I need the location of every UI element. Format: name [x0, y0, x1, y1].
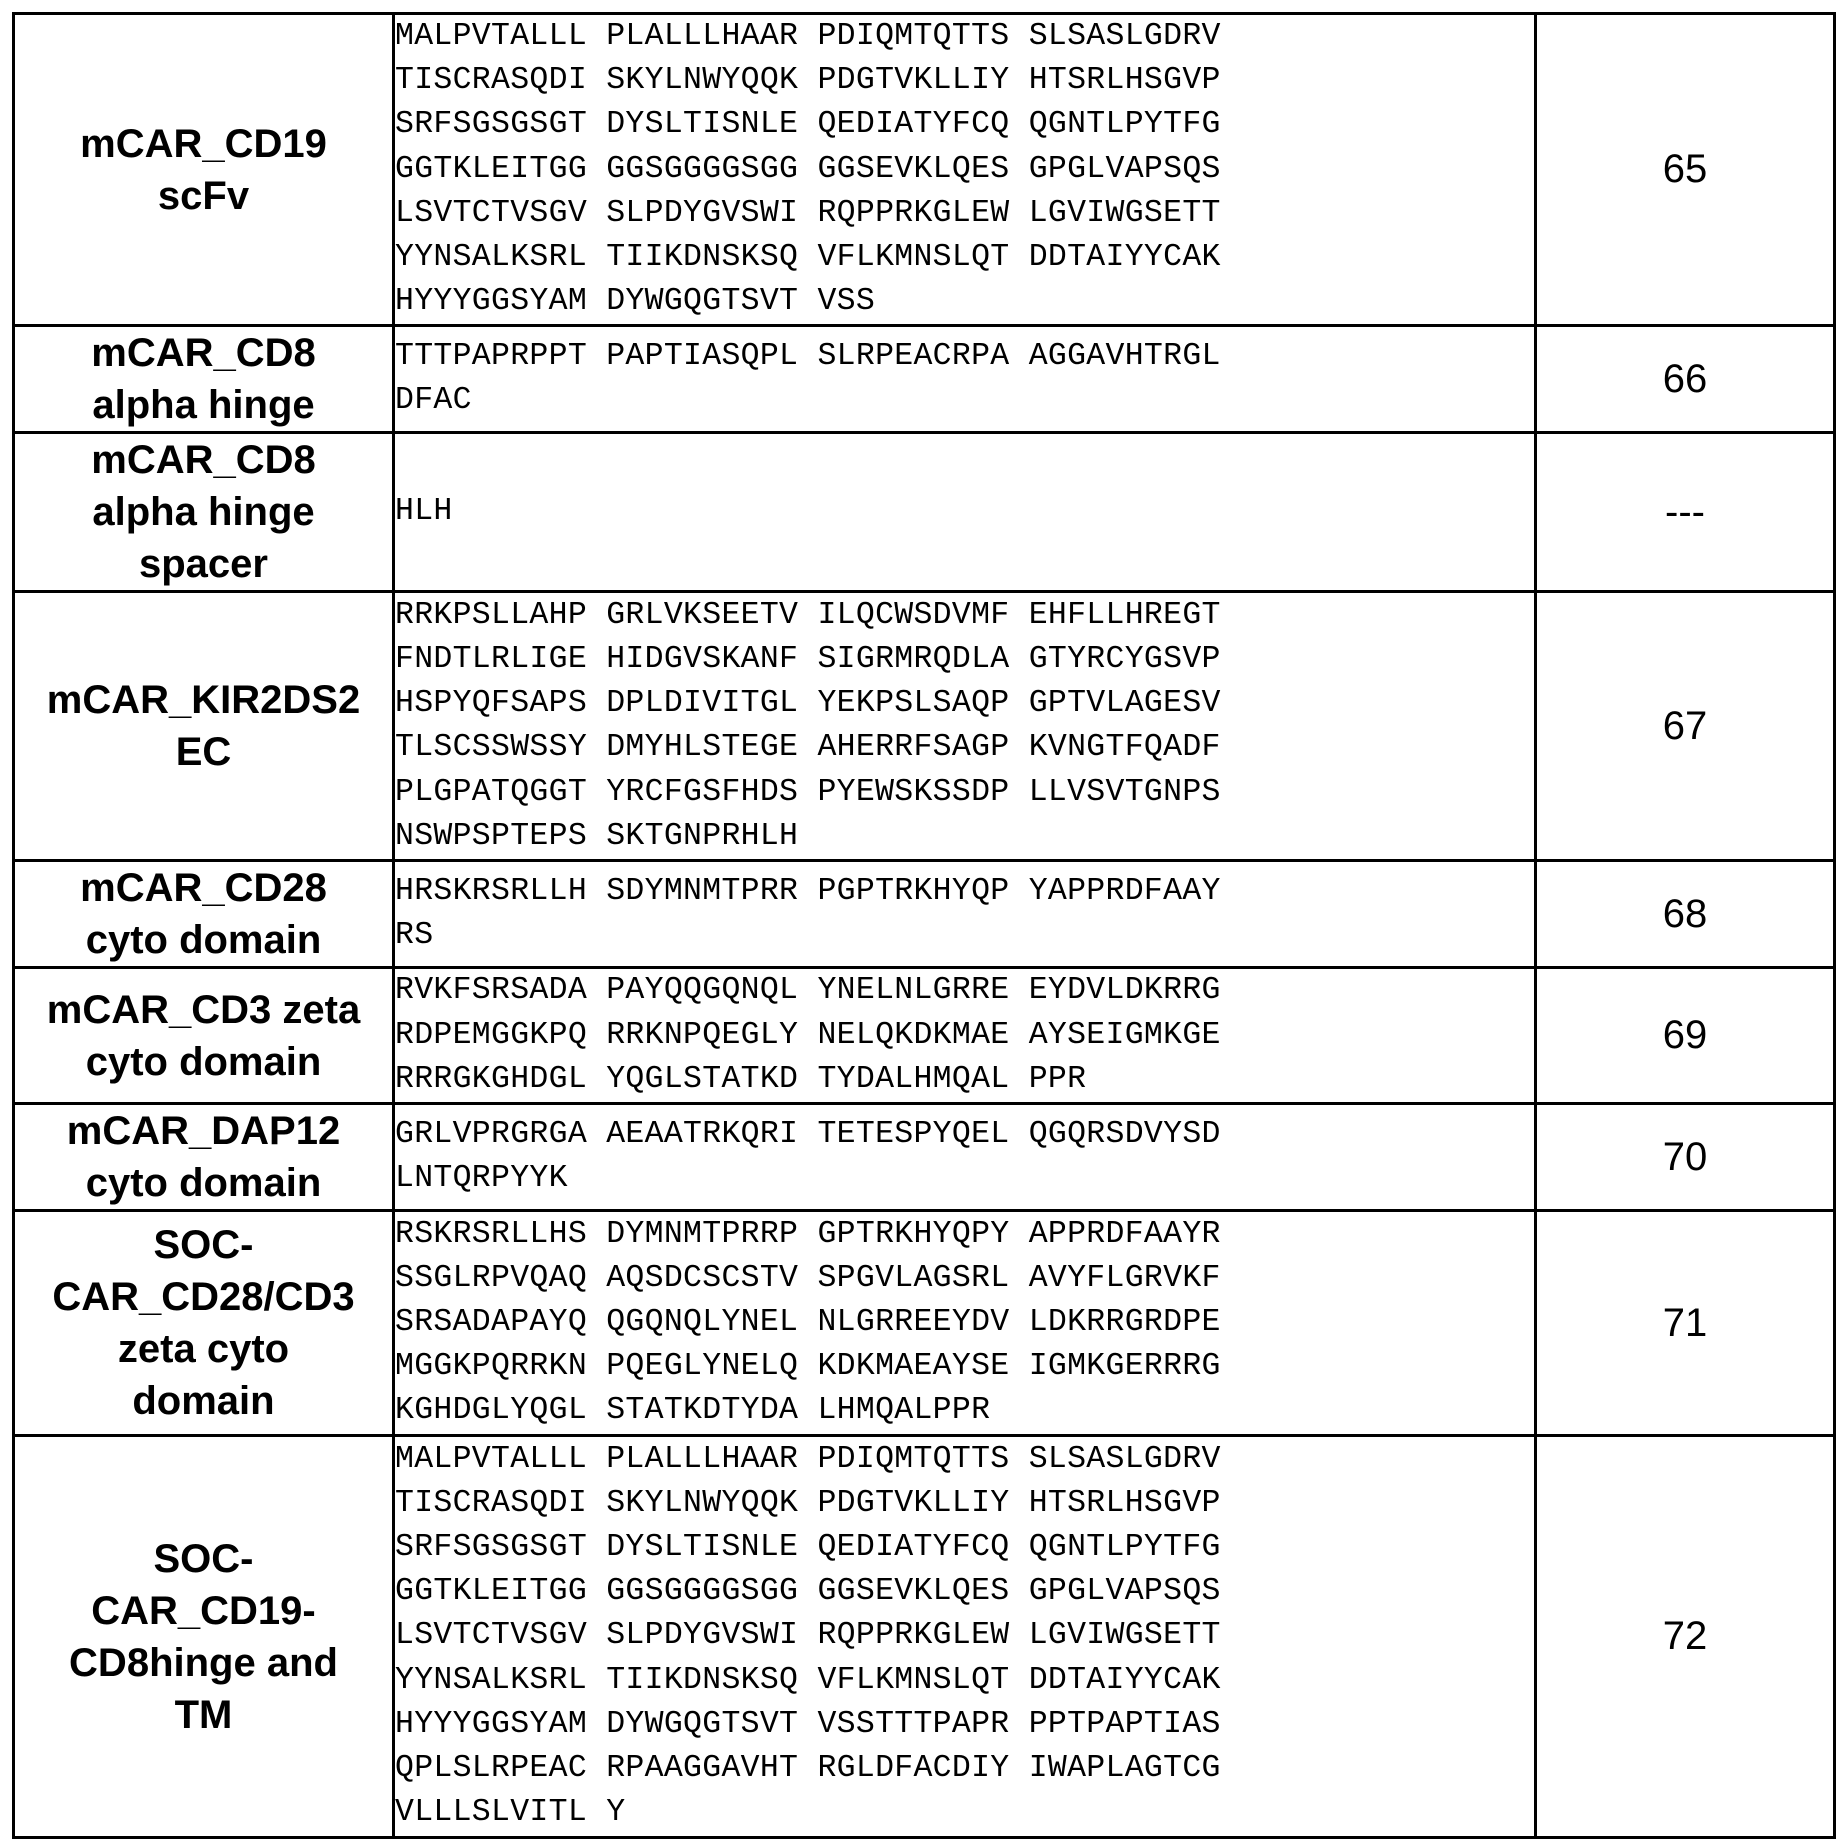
sequence-line: HRSKRSRLLH SDYMNMTPRR PGPTRKHYQP YAPPRDFAAY [395, 874, 1221, 910]
construct-name-line: cyto domain [85, 918, 322, 963]
construct-name-line: mCAR_CD28 [80, 866, 327, 911]
construct-name-line: mCAR_CD8 [91, 438, 316, 483]
seq-id-number: 67 [1662, 703, 1708, 748]
sequence-line: SRFSGSGSGT DYSLTISNLE QEDIATYFCQ QGNTLPYTFG [395, 107, 1221, 143]
construct-name-cell [14, 592, 394, 861]
seq-id-number: 68 [1662, 891, 1708, 936]
construct-name-line: domain [132, 1379, 275, 1424]
construct-name-line: CAR_CD28/CD3 [52, 1275, 355, 1320]
sequence-line: MGGKPQRRKN PQEGLYNELQ KDKMAEAYSE IGMKGERRRG [395, 1349, 1221, 1385]
construct-name-line: SOC- [153, 1536, 254, 1581]
construct-name-cell [14, 326, 394, 433]
sequence-line: YYNSALKSRL TIIKDNSKSQ VFLKMNSLQT DDTAIYYCAK [395, 240, 1221, 276]
sequence-cell [394, 592, 1536, 861]
construct-name-line: SOC- [153, 1223, 254, 1268]
construct-name-line: mCAR_KIR2DS2 [46, 678, 361, 723]
sequence-line: TLSCSSWSSY DMYHLSTEGE AHERRFSAGP KVNGTFQADF [395, 730, 1221, 766]
sequence-line: FNDTLRLIGE HIDGVSKANF SIGRMRQDLA GTYRCYGSVP [395, 642, 1221, 678]
sequence-line: RS [395, 918, 434, 954]
table-row [14, 1104, 1835, 1211]
seq-id-number: --- [1665, 489, 1705, 534]
construct-name-line: CAR_CD19- [91, 1588, 316, 1633]
sequence-line: LNTQRPYYK [395, 1161, 568, 1197]
sequence-line: LSVTCTVSGV SLPDYGVSWI RQPPRKGLEW LGVIWGSETT [395, 195, 1221, 231]
sequence-line: TISCRASQDI SKYLNWYQQK PDGTVKLLIY HTSRLHSGVP [395, 63, 1221, 99]
construct-name-cell [14, 433, 394, 592]
construct-name-line: mCAR_CD8 [91, 331, 316, 376]
construct-name-line: CD8hinge and [69, 1640, 338, 1685]
seq-id-number: 72 [1662, 1614, 1708, 1659]
sequence-cell [394, 326, 1536, 433]
sequence-line: QPLSLRPEAC RPAAGGAVHT RGLDFACDIY IWAPLAGTCG [395, 1751, 1221, 1787]
construct-name-line: mCAR_CD3 zeta [46, 987, 361, 1032]
seq-id-number-cell [1536, 433, 1835, 592]
table-row [14, 1211, 1835, 1436]
seq-id-number: 65 [1662, 147, 1708, 192]
construct-name-cell [14, 1104, 394, 1211]
sequence-line: YYNSALKSRL TIIKDNSKSQ VFLKMNSLQT DDTAIYYCAK [395, 1662, 1221, 1698]
seq-id-number: 69 [1662, 1013, 1708, 1058]
sequence-cell [394, 433, 1536, 592]
sequence-line: RRKPSLLAHP GRLVKSEETV ILQCWSDVMF EHFLLHREGT [395, 597, 1221, 633]
table-row [14, 1436, 1835, 1838]
sequence-cell [394, 968, 1536, 1104]
table-body [14, 14, 1835, 1838]
construct-name-line: alpha hinge [92, 383, 315, 428]
construct-name-cell [14, 861, 394, 968]
sequence-line: VLLLSLVITL Y [395, 1795, 626, 1831]
sequence-cell [394, 14, 1536, 326]
table-row [14, 326, 1835, 433]
seq-id-number: 71 [1662, 1300, 1708, 1345]
sequence-line: GGTKLEITGG GGSGGGGSGG GGSEVKLQES GPGLVAPSQS [395, 1574, 1221, 1610]
sequence-line: SRFSGSGSGT DYSLTISNLE QEDIATYFCQ QGNTLPYTFG [395, 1530, 1221, 1566]
construct-name-cell [14, 1436, 394, 1838]
construct-name-cell [14, 14, 394, 326]
sequence-line: PLGPATQGGT YRCFGSFHDS PYEWSKSSDP LLVSVTGNPS [395, 774, 1221, 810]
construct-name-line: cyto domain [85, 1161, 322, 1206]
seq-id-number: 66 [1662, 356, 1708, 401]
construct-name-cell [14, 1211, 394, 1436]
sequence-line: TISCRASQDI SKYLNWYQQK PDGTVKLLIY HTSRLHSGVP [395, 1485, 1221, 1521]
sequence-line: HYYYGGSYAM DYWGQGTSVT VSSTTTPAPR PPTPAPTIAS [395, 1706, 1221, 1742]
construct-name-line: cyto domain [85, 1039, 322, 1084]
seq-id-number-cell [1536, 326, 1835, 433]
seq-id-number-cell [1536, 592, 1835, 861]
sequence-line: HYYYGGSYAM DYWGQGTSVT VSS [395, 284, 876, 320]
sequence-table [12, 12, 1836, 1839]
table-row [14, 433, 1835, 592]
sequence-line: GGTKLEITGG GGSGGGGSGG GGSEVKLQES GPGLVAPSQS [395, 151, 1221, 187]
sequence-line: SSGLRPVQAQ AQSDCSCSTV SPGVLAGSRL AVYFLGRVKF [395, 1260, 1221, 1296]
table-row [14, 592, 1835, 861]
seq-id-number-cell [1536, 1104, 1835, 1211]
construct-name-line: spacer [139, 542, 268, 587]
sequence-cell [394, 1211, 1536, 1436]
seq-id-number-cell [1536, 968, 1835, 1104]
sequence-line: DFAC [395, 383, 472, 419]
sequence-cell [394, 861, 1536, 968]
sequence-line: KGHDGLYQGL STATKDTYDA LHMQALPPR [395, 1393, 991, 1429]
sequence-line: MALPVTALLL PLALLLHAAR PDIQMTQTTS SLSASLGDRV [395, 19, 1221, 54]
construct-name-line: scFv [157, 173, 250, 218]
seq-id-number-cell [1536, 861, 1835, 968]
construct-name-line: mCAR_CD19 [80, 121, 327, 166]
sequence-line: MALPVTALLL PLALLLHAAR PDIQMTQTTS SLSASLGDRV [395, 1441, 1221, 1477]
sequence-cell [394, 1436, 1536, 1838]
sequence-line: TTTPAPRPPT PAPTIASQPL SLRPEACRPA AGGAVHTRGL [395, 339, 1221, 375]
sequence-line: RRRGKGHDGL YQGLSTATKD TYDALHMQAL PPR [395, 1061, 1087, 1097]
sequence-line: SRSADAPAYQ QGQNQLYNEL NLGRREEYDV LDKRRGRDPE [395, 1304, 1221, 1340]
sequence-line: GRLVPRGRGA AEAATRKQRI TETESPYQEL QGQRSDVYSD [395, 1116, 1221, 1152]
table-row [14, 968, 1835, 1104]
sequence-line: RVKFSRSADA PAYQQGQNQL YNELNLGRRE EYDVLDKRRG [395, 973, 1221, 1009]
construct-name-line: alpha hinge [92, 490, 315, 535]
seq-id-number-cell [1536, 14, 1835, 326]
seq-id-number-cell [1536, 1436, 1835, 1838]
sequence-cell [394, 1104, 1536, 1211]
seq-id-number-cell [1536, 1211, 1835, 1436]
table-row [14, 861, 1835, 968]
table-row [14, 14, 1835, 326]
sequence-line: RDPEMGGKPQ RRKNPQEGLY NELQKDKMAE AYSEIGMKGE [395, 1017, 1221, 1053]
sequence-line: HSPYQFSAPS DPLDIVITGL YEKPSLSAQP GPTVLAGESV [395, 686, 1221, 722]
sequence-line: NSWPSPTEPS SKTGNPRHLH [395, 818, 799, 854]
construct-name-line: zeta cyto [117, 1327, 290, 1372]
sequence-line: RSKRSRLLHS DYMNMTPRRP GPTRKHYQPY APPRDFAAYR [395, 1216, 1221, 1252]
construct-name-line: TM [174, 1692, 233, 1737]
construct-name-line: mCAR_DAP12 [66, 1109, 341, 1154]
construct-name-line: EC [175, 730, 232, 775]
sequence-line: HLH [395, 494, 453, 530]
seq-id-number: 70 [1662, 1134, 1708, 1179]
construct-name-cell [14, 968, 394, 1104]
sequence-line: LSVTCTVSGV SLPDYGVSWI RQPPRKGLEW LGVIWGSETT [395, 1618, 1221, 1654]
